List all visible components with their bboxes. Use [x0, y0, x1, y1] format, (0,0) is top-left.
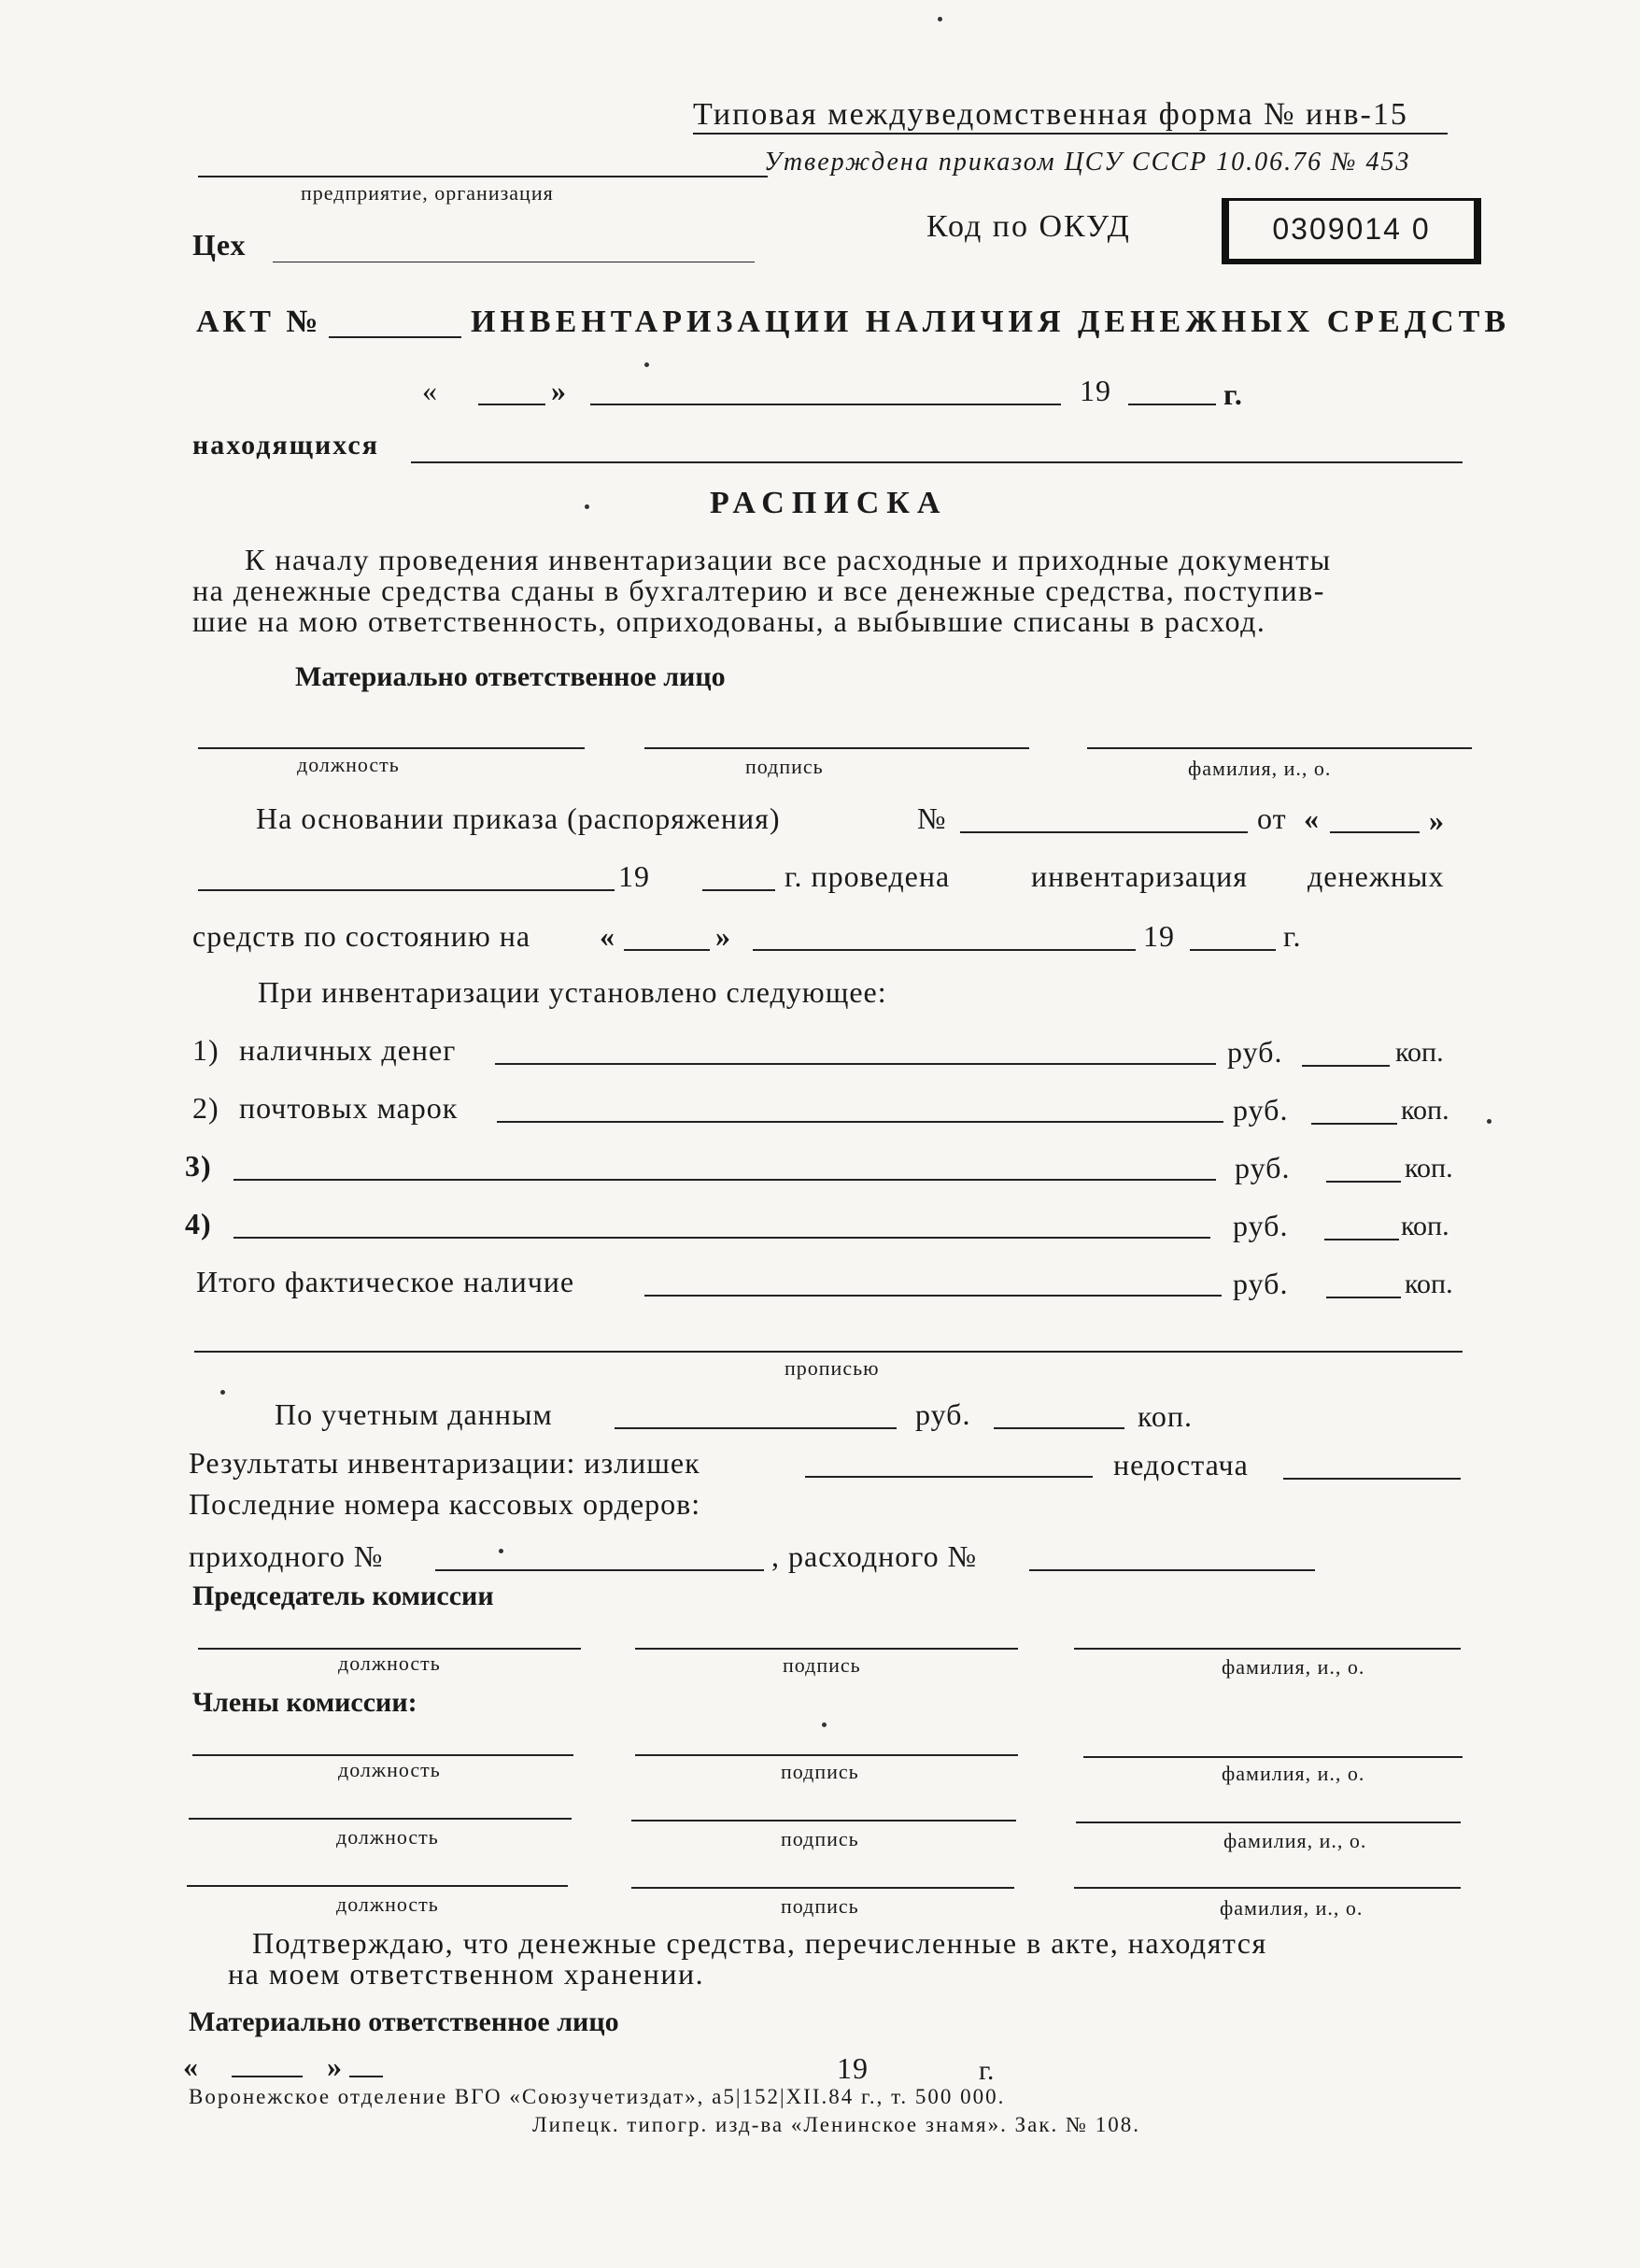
speck [644, 362, 649, 367]
receipt-heading: РАСПИСКА [710, 486, 948, 520]
date-day-field[interactable] [478, 404, 545, 405]
order-quote-close: » [1429, 803, 1445, 837]
org-caption: предприятие, организация [301, 181, 554, 205]
item-4-rub: руб. [1233, 1209, 1289, 1242]
in-words-caption: прописью [785, 1356, 880, 1380]
confirm-responsible-label: Материально ответственное лицо [189, 2006, 619, 2037]
act-title: ИНВЕНТАРИЗАЦИИ НАЛИЧИЯ ДЕНЕЖНЫХ СРЕДСТВ [471, 305, 1511, 339]
item-3-num: 3) [185, 1149, 212, 1183]
confirm-year-suffix: г. [979, 2055, 995, 2086]
located-label: находящихся [192, 430, 379, 461]
surplus-field[interactable] [805, 1476, 1093, 1478]
item-1-label: наличных денег [239, 1033, 457, 1067]
receipt-name-field[interactable] [1087, 747, 1472, 749]
speck [499, 1549, 503, 1553]
state-year-field[interactable] [1190, 949, 1276, 951]
incoming-number-field[interactable] [435, 1569, 764, 1571]
state-month-field[interactable] [753, 949, 1136, 951]
shortage-label: недостача [1113, 1448, 1249, 1481]
confirm-line-2: на моем ответственном хранении. [228, 1957, 705, 1991]
total-kop: коп. [1405, 1269, 1453, 1299]
chair-signature-caption: подпись [783, 1653, 861, 1677]
date-year-field[interactable] [1128, 404, 1216, 405]
item-1-rub: руб. [1227, 1035, 1283, 1069]
chair-position-caption: должность [338, 1651, 441, 1675]
shop-label: Цех [192, 228, 247, 262]
form-title-underline [693, 133, 1448, 135]
chair-name-field[interactable] [1074, 1648, 1461, 1650]
receipt-line-1: К началу проведения инвентаризации все расходные и приходные документы [245, 543, 1332, 576]
total-amount-field[interactable] [644, 1295, 1222, 1297]
date-month-field[interactable] [590, 404, 1061, 405]
member-2-position-field[interactable] [189, 1818, 572, 1820]
item-4-amount-field[interactable] [233, 1237, 1210, 1239]
date-year-suffix: г. [1223, 377, 1243, 411]
item-1-kop-field[interactable] [1302, 1065, 1390, 1067]
chair-position-field[interactable] [198, 1648, 581, 1650]
order-month-field[interactable] [198, 889, 615, 891]
imprint-line-1: Воронежское отделение ВГО «Союзучетиздат», а5|152|XII.84 г., т. 500 000. [189, 2085, 1006, 2108]
order-number-sign: № [917, 801, 947, 835]
total-in-words-field[interactable] [194, 1351, 1463, 1353]
form-title: Типовая междуведомственная форма № инв-15 [693, 97, 1408, 132]
state-year-suffix: г. [1283, 919, 1302, 953]
member-2-name-field[interactable] [1076, 1821, 1461, 1823]
confirm-quote-close: » [327, 2049, 343, 2083]
order-number-field[interactable] [960, 831, 1248, 833]
order-inventory-word: инвентаризация [1031, 859, 1249, 893]
member-2-name-caption: фамилия, и., о. [1223, 1829, 1367, 1852]
receipt-signature-caption: подпись [745, 755, 824, 778]
order-basis-text: На основании приказа (распоряжения) [256, 801, 781, 835]
item-1-kop: коп. [1395, 1037, 1444, 1068]
state-text: средств по состоянию на [192, 919, 531, 953]
receipt-position-caption: должность [297, 753, 400, 776]
order-conducted-text: г. проведена [785, 859, 951, 893]
receipt-signature-field[interactable] [644, 747, 1029, 749]
item-2-kop-field[interactable] [1311, 1123, 1397, 1125]
date-quote-open: « [422, 374, 438, 407]
order-money-word: денежных [1308, 859, 1445, 893]
order-year-prefix: 19 [618, 859, 650, 893]
responsible-label: Материально ответственное лицо [295, 661, 726, 692]
item-2-kop: коп. [1401, 1095, 1449, 1126]
receipt-line-3: шие на мою ответственность, оприходованы, а выбывшие списаны в расход. [192, 604, 1266, 638]
item-3-kop: коп. [1405, 1153, 1453, 1184]
member-1-position-caption: должность [338, 1758, 441, 1781]
speck [1487, 1119, 1492, 1124]
member-3-position-caption: должность [336, 1892, 439, 1916]
receipt-position-field[interactable] [198, 747, 585, 749]
member-2-signature-field[interactable] [631, 1820, 1016, 1821]
members-label: Члены комиссии: [192, 1687, 417, 1718]
chair-name-caption: фамилия, и., о. [1222, 1655, 1365, 1679]
member-3-name-caption: фамилия, и., о. [1220, 1896, 1364, 1920]
total-rub: руб. [1233, 1267, 1289, 1300]
speck [938, 17, 942, 21]
imprint-line-2: Липецк. типогр. изд-ва «Ленинское знамя». Зак. № 108. [532, 2113, 1140, 2136]
member-1-position-field[interactable] [192, 1754, 573, 1756]
accounting-kop: коп. [1138, 1399, 1194, 1433]
act-number-field[interactable] [329, 336, 461, 338]
confirm-quote-open: « [183, 2049, 199, 2083]
member-3-position-field[interactable] [187, 1885, 568, 1887]
order-from-label: от [1257, 801, 1287, 835]
item-3-amount-field[interactable] [233, 1179, 1216, 1181]
confirm-day-field[interactable] [232, 2076, 303, 2077]
order-day-field[interactable] [1330, 831, 1420, 833]
item-2-rub: руб. [1233, 1093, 1289, 1127]
incoming-label: приходного № [189, 1539, 384, 1573]
results-label: Результаты инвентаризации: излишек [189, 1446, 700, 1480]
accounting-kop-field[interactable] [994, 1427, 1124, 1429]
confirm-year-prefix: 19 [837, 2051, 869, 2085]
accounting-label: По учетным данным [275, 1397, 553, 1431]
member-3-signature-field[interactable] [631, 1887, 1014, 1889]
outgoing-number-field[interactable] [1029, 1569, 1315, 1571]
item-3-kop-field[interactable] [1326, 1181, 1401, 1183]
member-1-name-caption: фамилия, и., о. [1222, 1762, 1365, 1785]
state-quote-close: » [715, 919, 731, 953]
order-year-field[interactable] [702, 889, 775, 891]
member-1-name-field[interactable] [1083, 1756, 1463, 1758]
okud-label: Код по ОКУД [926, 209, 1131, 244]
speck [822, 1722, 827, 1727]
member-3-signature-caption: подпись [781, 1894, 859, 1918]
accounting-rub: руб. [915, 1397, 971, 1431]
org-field[interactable] [198, 176, 768, 177]
chair-label: Председатель комиссии [192, 1581, 494, 1611]
item-2-label: почтовых марок [239, 1091, 459, 1125]
accounting-amount-field[interactable] [615, 1427, 897, 1429]
member-1-signature-caption: подпись [781, 1760, 859, 1783]
orders-label: Последние номера кассовых ордеров: [189, 1487, 701, 1521]
item-2-amount-field[interactable] [497, 1121, 1223, 1123]
state-year-prefix: 19 [1143, 919, 1175, 953]
order-quote-open: « [1304, 801, 1320, 835]
item-4-num: 4) [185, 1207, 212, 1240]
chair-signature-field[interactable] [635, 1648, 1018, 1650]
item-1-num: 1) [192, 1033, 219, 1067]
state-day-field[interactable] [624, 949, 710, 951]
date-quote-close: » [551, 374, 567, 407]
confirm-month-field[interactable] [349, 2076, 383, 2077]
confirm-line-1: Подтверждаю, что денежные средства, перечисленные в акте, находятся [252, 1926, 1267, 1960]
speck [585, 504, 589, 509]
item-4-kop: коп. [1401, 1211, 1449, 1241]
outgoing-label: , расходного № [771, 1539, 978, 1573]
item-2-num: 2) [192, 1091, 219, 1125]
item-4-kop-field[interactable] [1324, 1239, 1399, 1240]
member-1-signature-field[interactable] [635, 1754, 1018, 1756]
member-2-signature-caption: подпись [781, 1827, 859, 1850]
total-kop-field[interactable] [1326, 1297, 1401, 1298]
established-text: При инвентаризации установлено следующее: [258, 975, 887, 1009]
member-3-name-field[interactable] [1074, 1887, 1461, 1889]
state-quote-open: « [600, 919, 615, 953]
receipt-line-2: на денежные средства сданы в бухгалтерию и все денежные средства, поступив- [192, 574, 1325, 607]
item-1-amount-field[interactable] [495, 1063, 1216, 1065]
member-2-position-caption: должность [336, 1825, 439, 1849]
item-3-rub: руб. [1235, 1151, 1291, 1184]
total-label: Итого фактическое наличие [196, 1265, 575, 1298]
speck [220, 1390, 225, 1395]
approval-note: Утверждена приказом ЦСУ СССР 10.06.76 № 453 [764, 148, 1411, 177]
act-prefix: АКТ № [196, 305, 322, 339]
okud-code: 0309014 0 [1222, 198, 1481, 264]
date-year-prefix: 19 [1080, 374, 1111, 407]
receipt-name-caption: фамилия, и., о. [1188, 757, 1332, 780]
located-field[interactable] [411, 461, 1463, 463]
shortage-field[interactable] [1283, 1478, 1461, 1480]
